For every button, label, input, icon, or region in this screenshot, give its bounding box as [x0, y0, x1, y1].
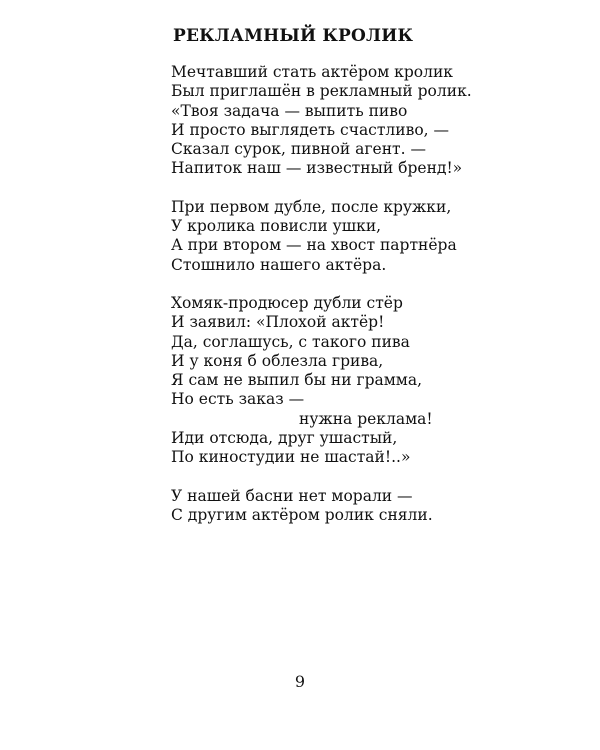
- stanza-4: [171, 487, 571, 526]
- stanza-3: [171, 294, 571, 468]
- stanza-2: [171, 198, 571, 275]
- poem-line: А при втором — на хвост партнёра: [171, 236, 457, 255]
- poem-line: Я сам не выпил бы ни грамма,: [171, 371, 423, 390]
- stanza-1: [171, 63, 571, 179]
- poem-line: Мечтавший стать актёром кролик: [171, 63, 453, 81]
- poem-line: У нашей басни нет морали —: [171, 486, 413, 505]
- poem-line: «Твоя задача — выпить пиво: [171, 101, 408, 120]
- poem-line: С другим актёром ролик сняли.: [171, 505, 433, 524]
- poem-title: РЕКЛАМНЫЙ КРОЛИК: [173, 26, 414, 46]
- poem-line: Да, соглашусь, с такого пива: [171, 332, 410, 351]
- poem-line: И заявил: «Плохой актёр!: [171, 313, 385, 332]
- poem-line: Сказал сурок, пивной агент. —: [171, 140, 426, 159]
- poem-line: При первом дубле, после кружки,: [171, 197, 452, 216]
- poem-line: По киностудии не шастай!..»: [171, 448, 411, 467]
- poem-line: Но есть заказ —: [171, 390, 305, 409]
- poem-line: Иди отсюда, друг ушастый,: [171, 429, 398, 448]
- page-number: 9: [294, 672, 306, 691]
- poem-line: И просто выглядеть счастливо, —: [171, 120, 450, 139]
- poem-line: У кролика повисли ушки,: [171, 217, 382, 236]
- poem-body: [171, 63, 571, 544]
- poem-line-indented: нужна реклама!: [299, 409, 433, 428]
- poem-line: Хомяк-продюсер дубли стёр: [171, 293, 403, 312]
- poem-line: Был приглашён в рекламный ролик.: [171, 82, 472, 101]
- poem-line: И у коня б облезла грива,: [171, 351, 384, 370]
- poem-line: Стошнило нашего актёра.: [171, 255, 387, 274]
- poem-line: Напиток наш — известный бренд!»: [171, 159, 463, 178]
